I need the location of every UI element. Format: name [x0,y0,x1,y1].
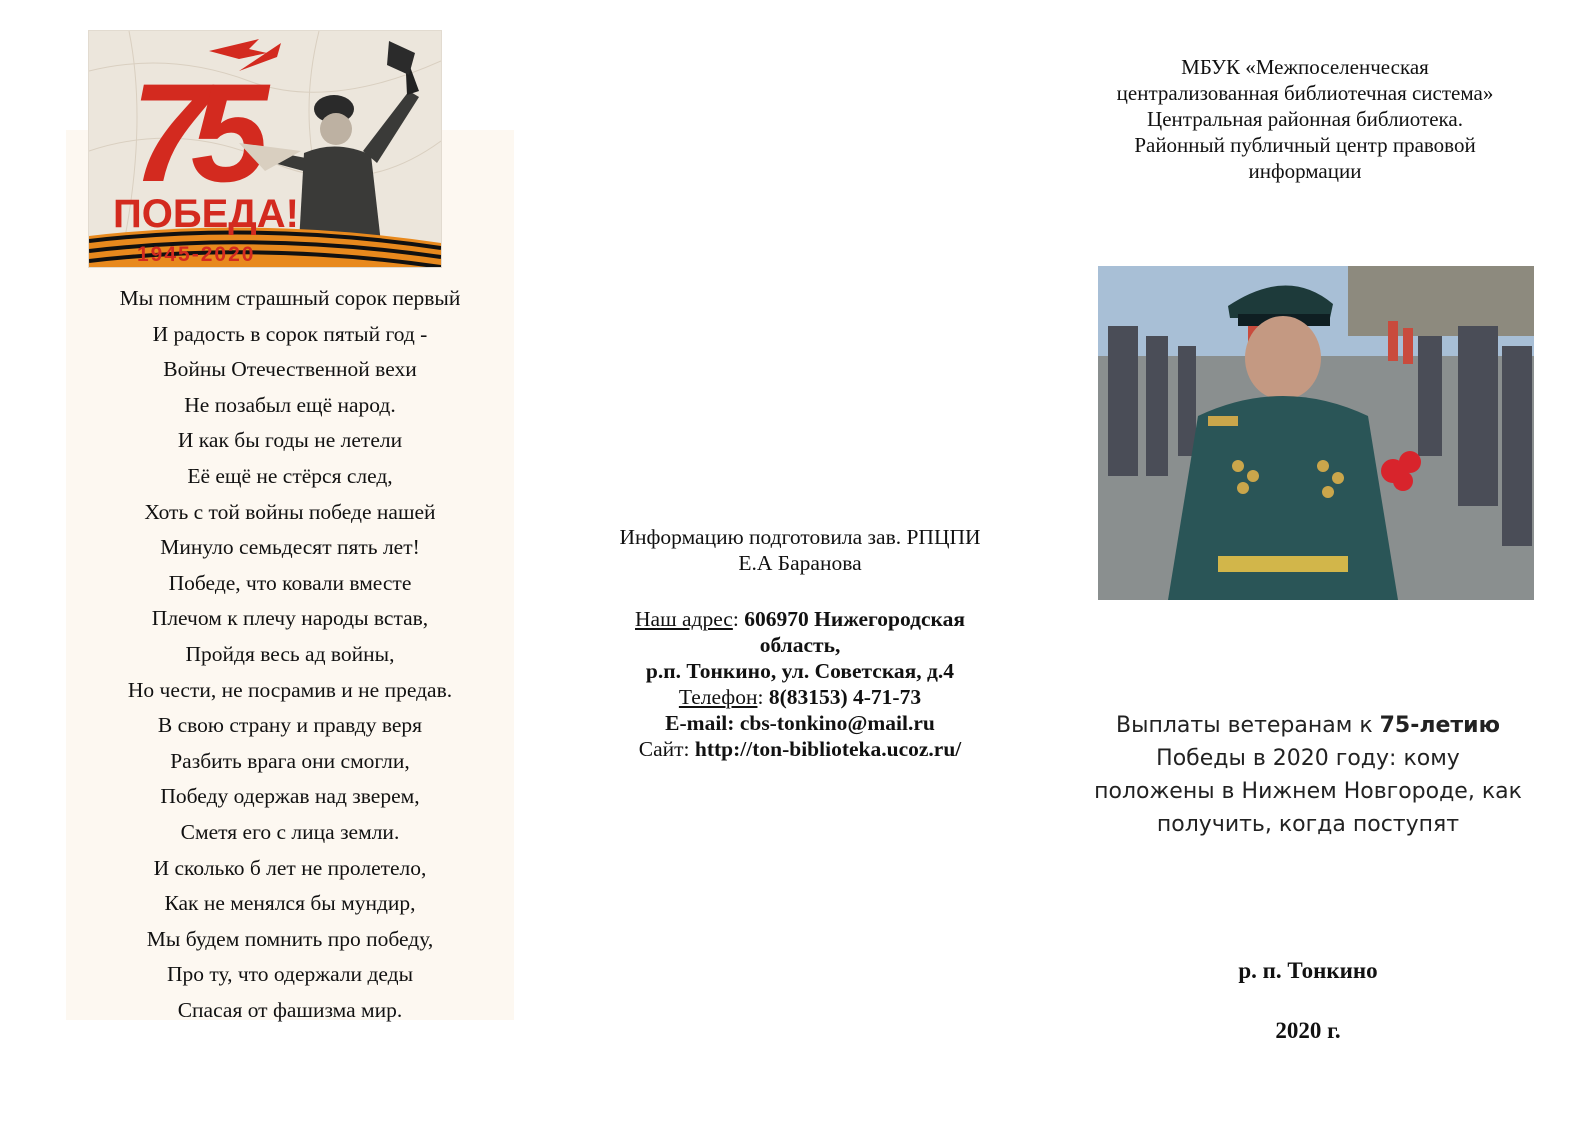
poster-years: 1945-2020 [137,243,256,266]
address-region: область, [759,633,841,657]
poem-line: Но чести, не посрамив и не предав. [127,677,453,702]
poem-line: Войны Отечественной вехи [163,357,417,382]
site-line [560,736,1040,762]
org-line: Районный публичный центр правовой [1134,133,1476,157]
poem-line: Спасая от фашизма мир. [177,997,403,1022]
org-line: централизованная библиотечная система» [1116,81,1494,105]
site-link[interactable]: http://ton-biblioteka.ucoz.ru/ [694,737,962,761]
poem-line: Сметя его с лица земли. [180,819,400,844]
poem-line: Не позабыл ещё народ. [184,392,396,417]
headline-prefix: Выплаты ветеранам к [1116,713,1380,738]
site-label: Сайт: [638,737,690,761]
poem-line: Про ту, что одержали деды [166,962,414,987]
address-street: р.п. Тонкино, ул. Советская, д.4 [645,659,955,683]
headline-line: положены в Нижнем Новгороде, как [1094,779,1522,804]
poem-line: Мы будем помнить про победу, [146,926,434,951]
poem-line: Минуло семьдесят пять лет! [160,535,420,560]
contacts-block [560,606,1040,762]
poem-line: Её ещё не стёрся след, [187,463,393,488]
poem-line: Хоть с той войны победе нашей [144,499,436,524]
poem-line: И радость в сорок пятый год - [152,321,428,346]
phone-label: Телефон [678,685,758,709]
org-line: МБУК «Межпоселенческая [1181,55,1429,79]
phone-value: 8(83153) 4-71-73 [768,685,922,709]
headline-bold: 75-летию [1379,713,1500,738]
place-name: р. п. Тонкино [1238,958,1378,983]
email-line[interactable]: E-mail: cbs-tonkino@mail.ru [665,711,935,735]
address-separator: : [732,607,739,631]
poster-word: ПОБЕДА! [113,192,299,236]
poem-line: Как не менялся бы мундир, [164,891,416,916]
org-line: Центральная районная библиотека. [1147,107,1463,131]
poem [66,281,514,1028]
prepared-by [560,524,1040,576]
poem-line: Победу одержав над зверем, [160,784,420,809]
prepared-by-name: Е.А Баранова [738,551,862,575]
organization-header [1080,54,1530,184]
prepared-by-line: Информацию подготовила зав. РПЦПИ [619,525,981,549]
address-label: Наш адрес [635,607,733,631]
poem-line: И как бы годы не летели [177,428,403,453]
phone-line [560,684,1040,710]
brochure-headline [1080,709,1536,841]
poem-line: Разбить врага они смогли, [170,748,410,773]
poster-art [89,31,441,267]
poster-number: 75 [131,54,251,211]
address-line [560,606,1040,632]
org-line: информации [1248,159,1362,183]
veteran-photo [1098,266,1534,600]
poem-line: Плечом к плечу народы встав, [151,606,429,631]
poem-line: Пройдя весь ад войны, [185,641,395,666]
headline-line [1080,709,1536,742]
phone-separator: : [757,685,764,709]
headline-line: получить, когда поступят [1156,812,1460,837]
veteran-photo-art [1098,266,1534,600]
headline-line: Победы в 2020 году: кому [1156,746,1460,771]
poem-line: Победе, что ковали вместе [168,570,412,595]
poem-line: Мы помним страшный сорок первый [119,286,461,310]
address-value: 606970 Нижегородская [744,607,965,631]
victory-75-poster [88,30,442,268]
poem-line: И сколько б лет не пролетело, [153,855,427,880]
publication-year: 2020 г. [1275,1018,1341,1043]
poem-line: В свою страну и правду веря [157,713,423,738]
